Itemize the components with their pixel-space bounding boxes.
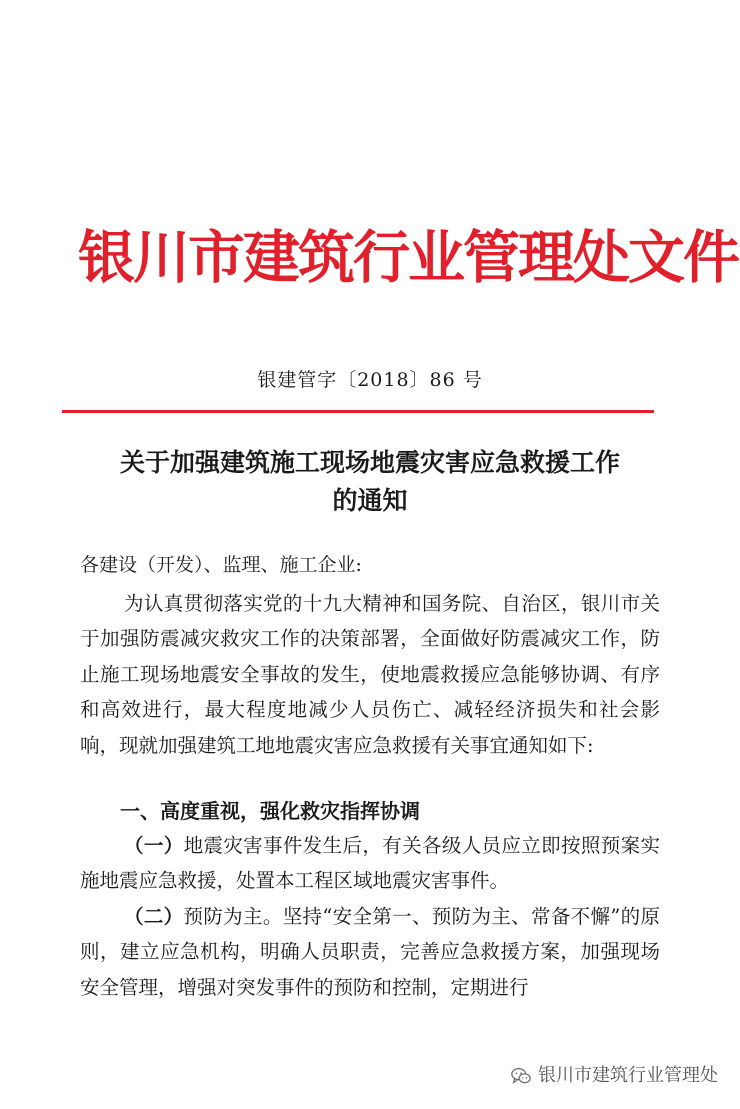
- watermark-text: 银川市建筑行业管理处: [538, 1065, 718, 1086]
- item-label-1: （一）: [124, 834, 184, 857]
- intro-paragraph: 为认真贯彻落实党的十九大精神和国务院、自治区，银川市关于加强防震减灾救灾工作的决策部署，全面做好防震减灾工作，防止施工现场地震安全事故的发生，使地震救援应急能够协调、有序和高效进行，最大程度地减少人员伤亡、减轻经济损失和社会影响，现就加强建筑工地地震灾害应急救援有关事宜通知如下:: [80, 592, 660, 757]
- item-text-1: 地震灾害事件发生后，有关各级人员应立即按照预案实施地震应急救援，处置本工程区域地震灾害事件。: [80, 834, 660, 893]
- document-title-line-1: 关于加强建筑施工现场地震灾害应急救援工作: [119, 448, 620, 477]
- addressee-line: 各建设（开发）、监理、施工企业:: [80, 554, 362, 576]
- section-heading-1: 一、高度重视，强化救灾指挥协调: [120, 799, 420, 823]
- red-divider-line: [62, 410, 654, 413]
- item-paragraph-2: [80, 899, 660, 1005]
- wechat-watermark: [510, 1064, 718, 1088]
- document-title-line-2: 的通知: [332, 486, 408, 515]
- wechat-icon: [510, 1065, 532, 1087]
- letterhead-title: 银川市建筑行业管理处文件: [78, 225, 738, 291]
- item-text-2: 预防为主。坚持“安全第一、预防为主、常备不懈”的原则，建立应急机构，明确人员职责，完善应急救援方案，加强现场安全管理，增强对突发事件的预防和控制，定期进行: [80, 905, 660, 999]
- item-paragraph-1: [80, 828, 660, 899]
- document-number: 银建管字〔2018〕86 号: [257, 369, 483, 391]
- document-title: [70, 444, 670, 520]
- item-label-2: （二）: [124, 905, 184, 928]
